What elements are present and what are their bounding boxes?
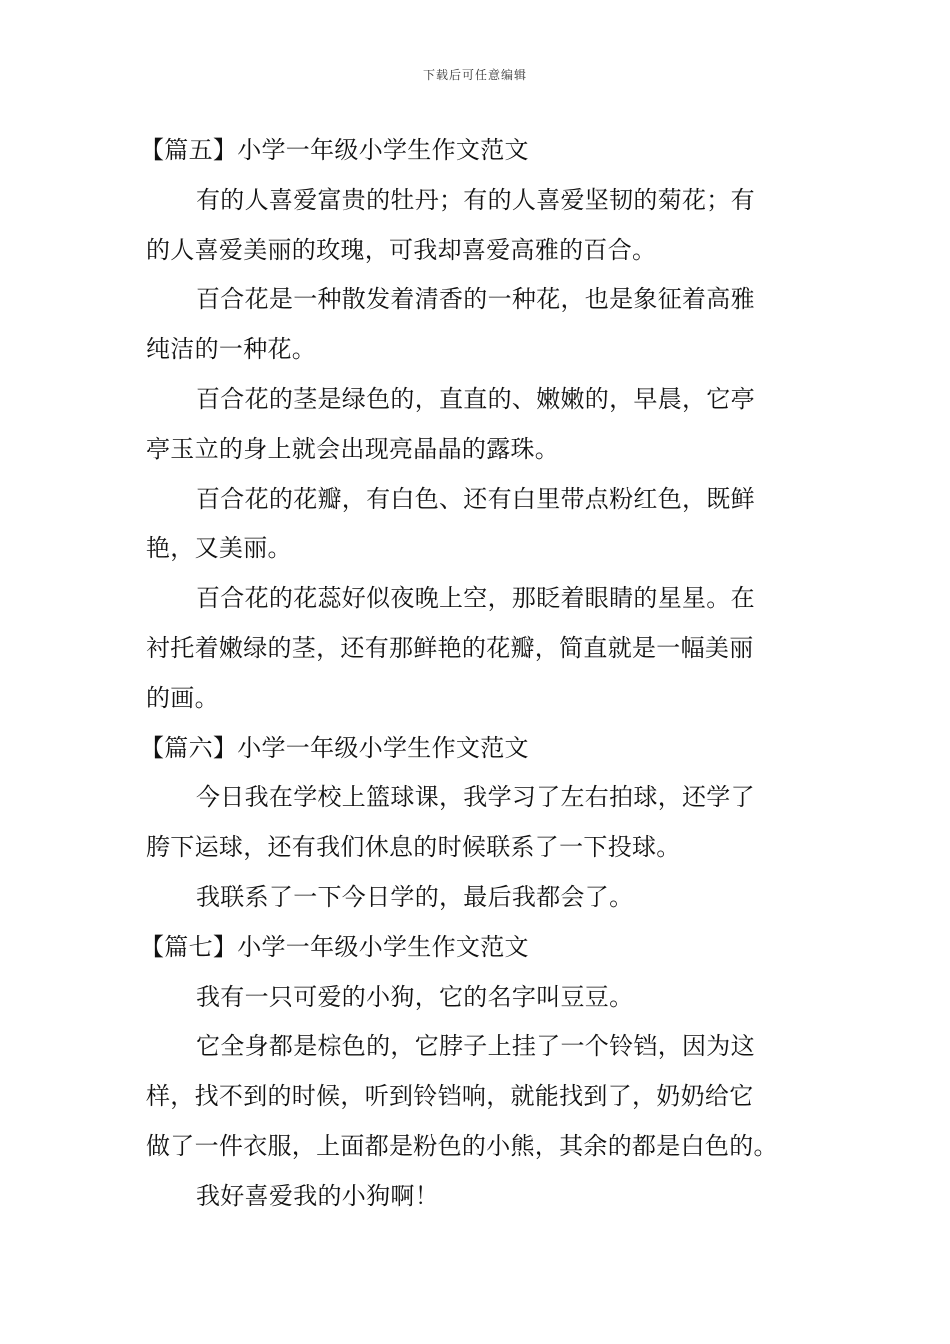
paragraph-line: 亭玉立的身上就会出现亮晶晶的露珠。 (146, 434, 560, 463)
paragraph-line: 做了一件衣服，上面都是粉色的小熊，其余的都是白色的。 (146, 1131, 778, 1160)
paragraph-line: 的画。 (146, 683, 219, 712)
document-body (140, 126, 810, 1222)
header-note: 下载后可任意编辑 (422, 68, 527, 82)
paragraph-line: 它全身都是棕色的，它脖子上挂了一个铃铛，因为这 (196, 1032, 755, 1061)
paragraph-line: 胯下运球，还有我们休息的时候联系了一下投球。 (146, 833, 681, 862)
paragraph-line: 百合花的茎是绿色的，直直的、嫩嫩的，早晨，它亭 (196, 384, 755, 413)
paragraph-line: 百合花的花瓣，有白色、还有白里带点粉红色，既鲜 (196, 484, 755, 513)
paragraph-line: 我有一只可爱的小狗，它的名字叫豆豆。 (196, 982, 634, 1011)
paragraph-line: 纯洁的一种花。 (146, 335, 317, 364)
paragraph-line: 百合花的花蕊好似夜晚上空，那眨着眼睛的星星。在 (196, 584, 755, 613)
paragraph-line: 的人喜爱美丽的玫瑰，可我却喜爱高雅的百合。 (146, 235, 657, 264)
essay-heading-7: 【篇七】小学一年级小学生作文范文 (140, 932, 529, 961)
paragraph-line: 有的人喜爱富贵的牡丹；有的人喜爱坚韧的菊花；有 (196, 185, 755, 214)
paragraph-line: 百合花是一种散发着清香的一种花，也是象征着高雅 (196, 285, 755, 314)
paragraph-line: 样，找不到的时候，听到铃铛响，就能找到了，奶奶给它 (146, 1082, 754, 1111)
paragraph-line: 我好喜爱我的小狗啊！ (196, 1181, 439, 1210)
paragraph-line: 今日我在学校上篮球课，我学习了左右拍球，还学了 (196, 783, 755, 812)
paragraph-line: 艳，又美丽。 (146, 534, 292, 563)
paragraph-line: 我联系了一下今日学的，最后我都会了。 (196, 882, 634, 911)
paragraph-line: 衬托着嫩绿的茎，还有那鲜艳的花瓣，简直就是一幅美丽 (146, 633, 754, 662)
essay-heading-6: 【篇六】小学一年级小学生作文范文 (140, 733, 529, 762)
essay-heading-5: 【篇五】小学一年级小学生作文范文 (140, 136, 529, 164)
